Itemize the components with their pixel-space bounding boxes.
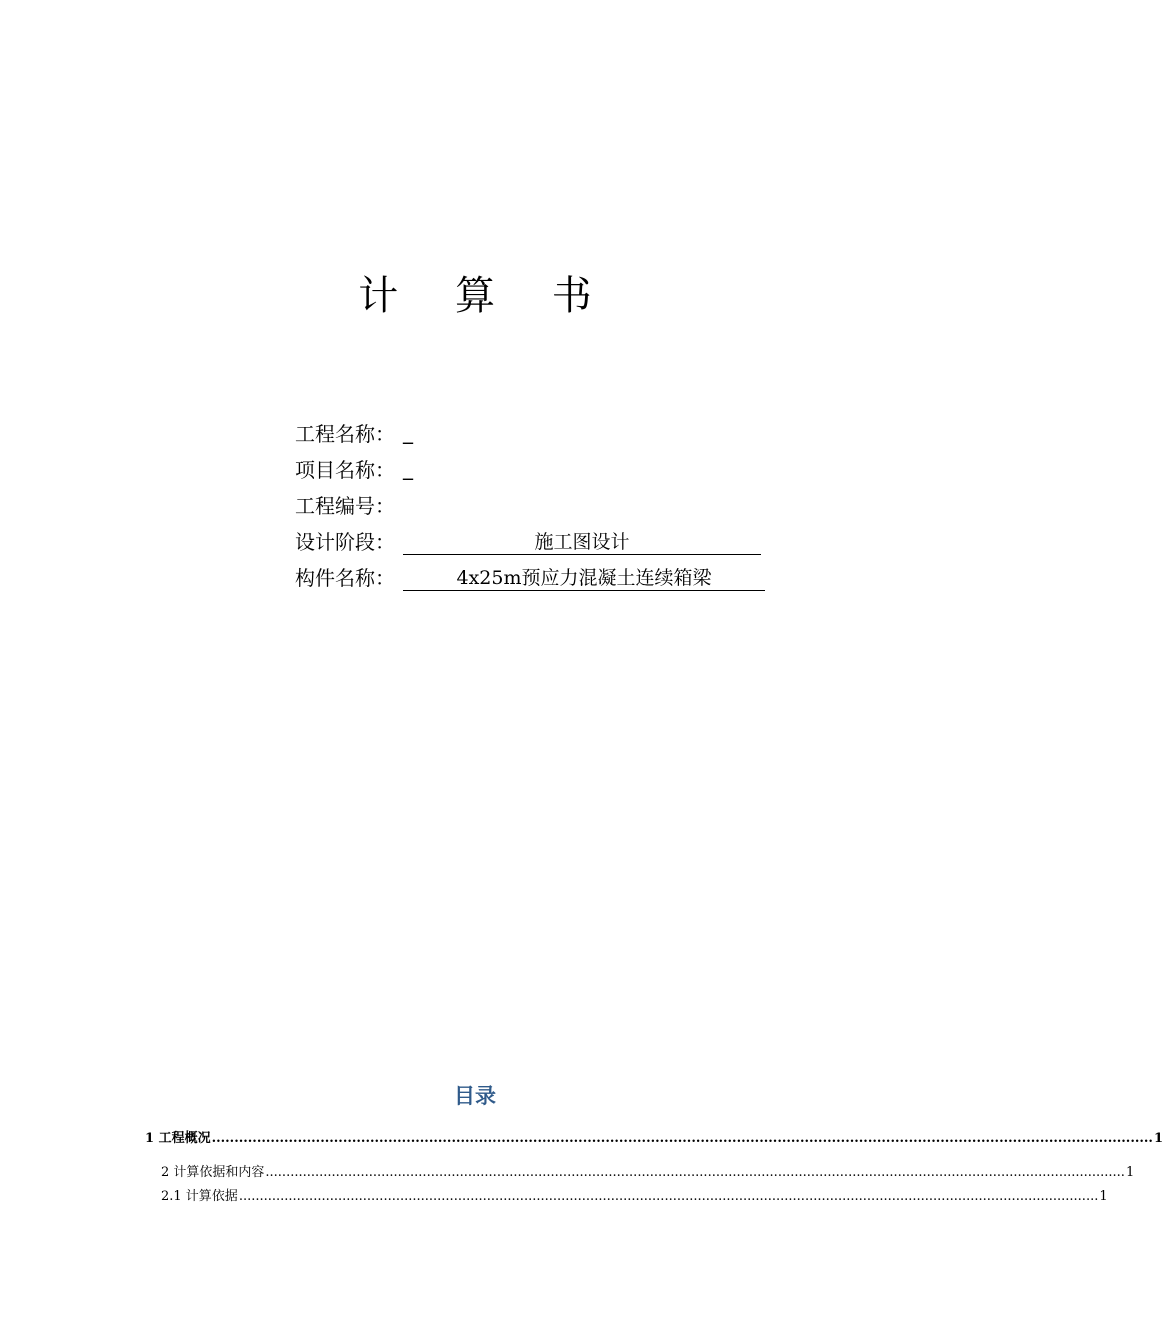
toc-leader-dots: ................................................................................................................................................................................................................ [238, 1189, 1099, 1204]
field-label: 构件名称： [295, 565, 395, 590]
toc-entry-text: 2 计算依据和内容 [161, 1165, 265, 1180]
toc-entry[interactable] [145, 1180, 1108, 1204]
field-project-number [295, 486, 815, 522]
field-value: 4x25m预应力混凝土连续箱梁 [403, 566, 765, 591]
toc-entry-page: 1 [1099, 1189, 1108, 1204]
field-item-name [295, 450, 815, 486]
toc-entry-page: 1 [1125, 1165, 1135, 1180]
toc-leader-dots: ................................................................................................................................................................................................................ [211, 1131, 1153, 1146]
field-label: 项目名称： [295, 457, 395, 482]
field-label: 工程名称： [295, 421, 395, 446]
field-value: _ [403, 456, 413, 480]
field-design-stage [295, 522, 815, 558]
field-value: _ [403, 420, 413, 444]
toc-entry-page: 1 [1153, 1131, 1163, 1146]
toc-entry[interactable] [145, 1156, 1135, 1180]
field-label: 工程编号： [295, 493, 395, 518]
toc-entry-text: 1 工程概况 [145, 1131, 211, 1146]
document-title: 计 算 书 [358, 273, 614, 319]
field-value: 施工图设计 [403, 530, 761, 555]
toc-entry[interactable] [145, 1122, 1163, 1146]
toc-title: 目录 [454, 1084, 496, 1108]
field-label: 设计阶段： [295, 529, 395, 554]
field-project-name [295, 414, 815, 450]
project-info-block [295, 414, 815, 594]
toc-leader-dots: ................................................................................................................................................................................................................ [265, 1165, 1125, 1180]
field-member-name [295, 558, 815, 594]
table-of-contents [145, 1122, 1163, 1204]
toc-entry-text: 2.1 计算依据 [161, 1189, 238, 1204]
